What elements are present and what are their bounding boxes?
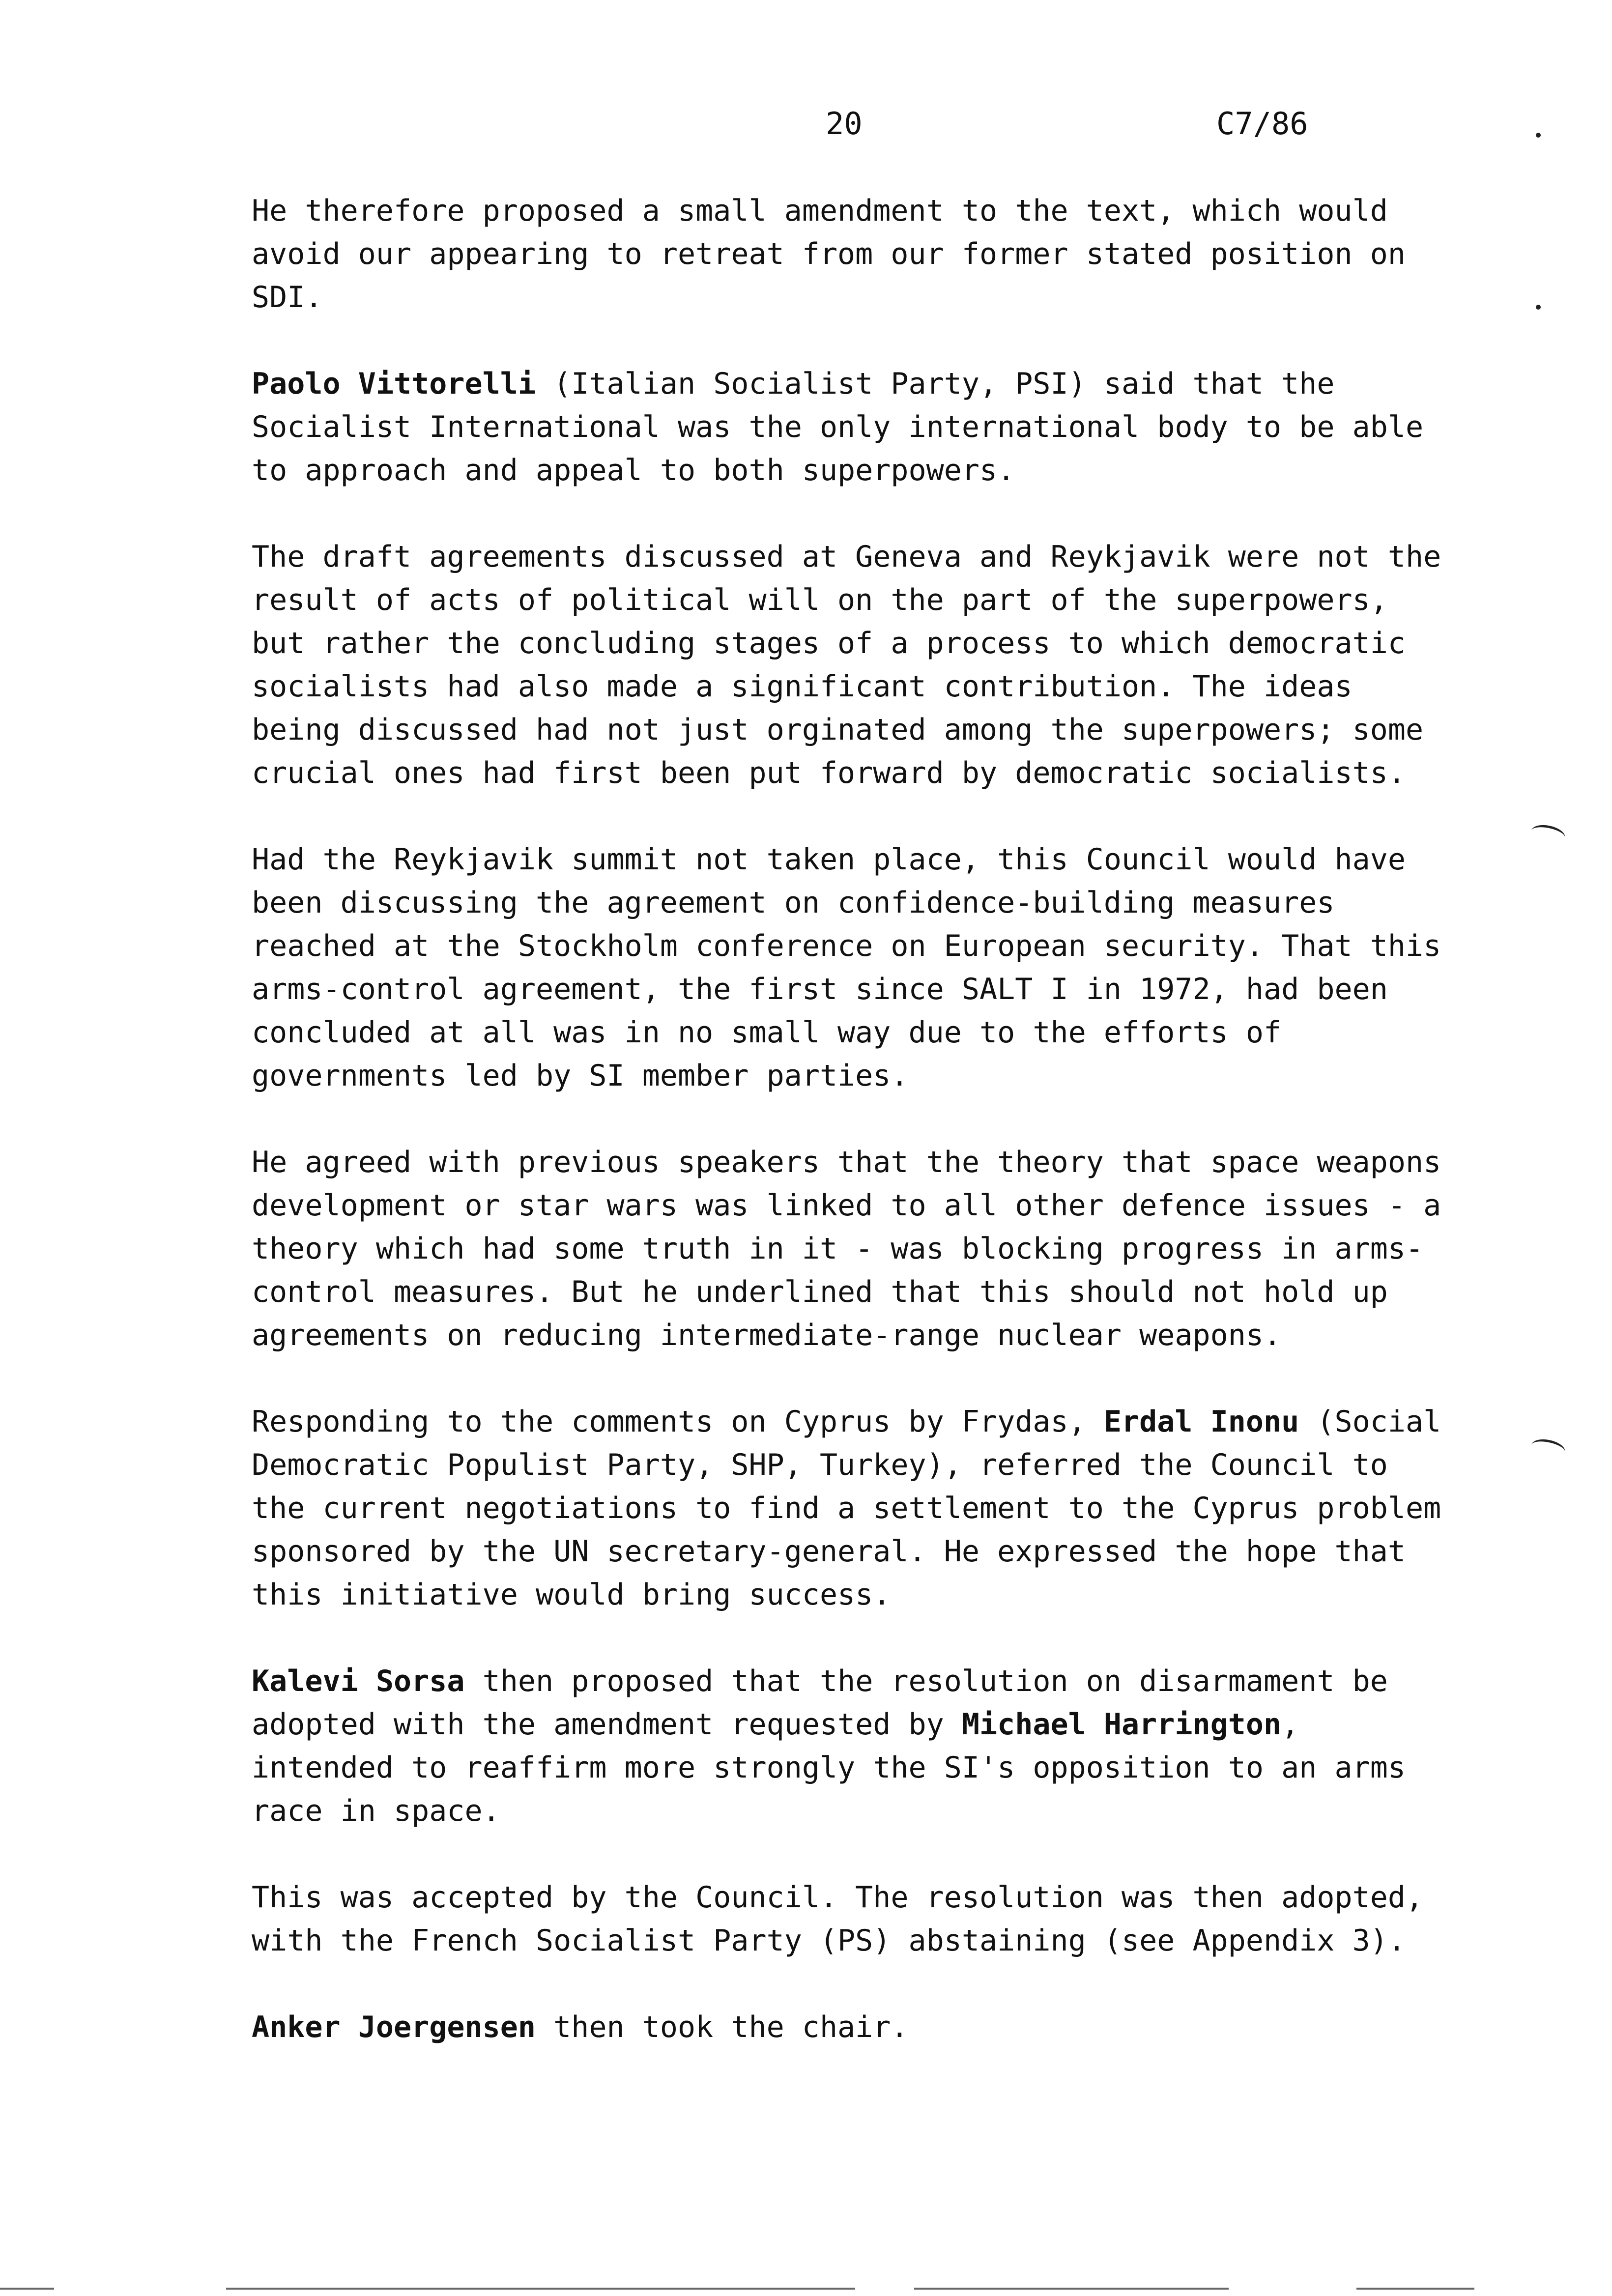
paragraph-text: then proposed that the resolution on disarmament be adopted with the amendment requested by [252,1664,1388,1742]
paragraph-text: (Italian Socialist Party, PSI) said that the Socialist International was the only international body to be able to approach and appeal to both superpowers. [252,367,1424,488]
paragraph [252,1141,1456,1357]
paragraph [252,1660,1456,1833]
paragraph [252,2006,1456,2049]
paragraph-text: , intended to reaffirm more strongly the SI's opposition to an arms race in space. [252,1707,1406,1828]
scan-mark [1529,822,1567,846]
speaker-name: Erdal Inonu [1103,1405,1299,1439]
page-number: 20 [826,106,863,142]
paragraph [252,1400,1456,1616]
paragraph [252,189,1456,319]
paragraph-text: Had the Reykjavik summit not taken place, this Council would have been discussing the agreement on confidence-building measures reached at the Stockholm conference on European security. That this arms-control agreement, the first since SALT I in 1972, had been concluded at all was in no small way due to the efforts of governments led by SI member parties. [252,842,1441,1093]
speaker-name: Paolo Vittorelli [252,367,536,401]
scan-rule [1356,2288,1474,2290]
speaker-name: Kalevi Sorsa [252,1664,465,1698]
scan-dot [1536,305,1541,310]
paragraph [252,838,1456,1097]
scan-dot [1536,133,1541,138]
paragraph-text: (Social Democratic Populist Party, SHP, Turkey), referred the Council to the current negotiations to find a settlement to the Cyprus problem sponsored by the UN secretary-general. He expressed the hope that this initiative would bring success. [252,1405,1441,1612]
speaker-name: Anker Joergensen [252,2010,536,2044]
paragraph [252,362,1456,492]
page-header [0,106,1612,145]
scan-mark [1529,1436,1567,1461]
paragraph-text: He therefore proposed a small amendment to the text, which would avoid our appearing to retreat from our former stated position on SDI. [252,194,1406,315]
scan-rule [226,2288,855,2290]
speaker-name: Michael Harrington [961,1707,1282,1742]
paragraph [252,535,1456,795]
scan-rule [0,2288,54,2290]
paragraph-text: The draft agreements discussed at Geneva and Reykjavik were not the result of acts of political will on the part of the superpowers, but rather the concluding stages of a process to which democratic socialists had also made a significant contribution. The ideas being discussed had not just orginated among the superpowers; some crucial ones had first been put forward by democratic socialists. [252,540,1441,790]
paragraph [252,1876,1456,1962]
paragraph-text: He agreed with previous speakers that the theory that space weapons development or star wars was linked to all other defence issues - a theory which had some truth in it - was blocking progress in arms-control measures. But he underlined that this should not hold up agreements on reducing intermediate-range nuclear weapons. [252,1145,1441,1352]
paragraph-text: then took the chair. [535,2010,909,2044]
paragraph-text: This was accepted by the Council. The resolution was then adopted, with the French Socialist Party (PS) abstaining (see Appendix 3). [252,1880,1424,1958]
document-reference: C7/86 [1216,106,1308,142]
scan-rule [914,2288,1229,2290]
paragraph-text: Responding to the comments on Cyprus by Frydas, [252,1405,1104,1439]
body-text [252,189,1456,2092]
